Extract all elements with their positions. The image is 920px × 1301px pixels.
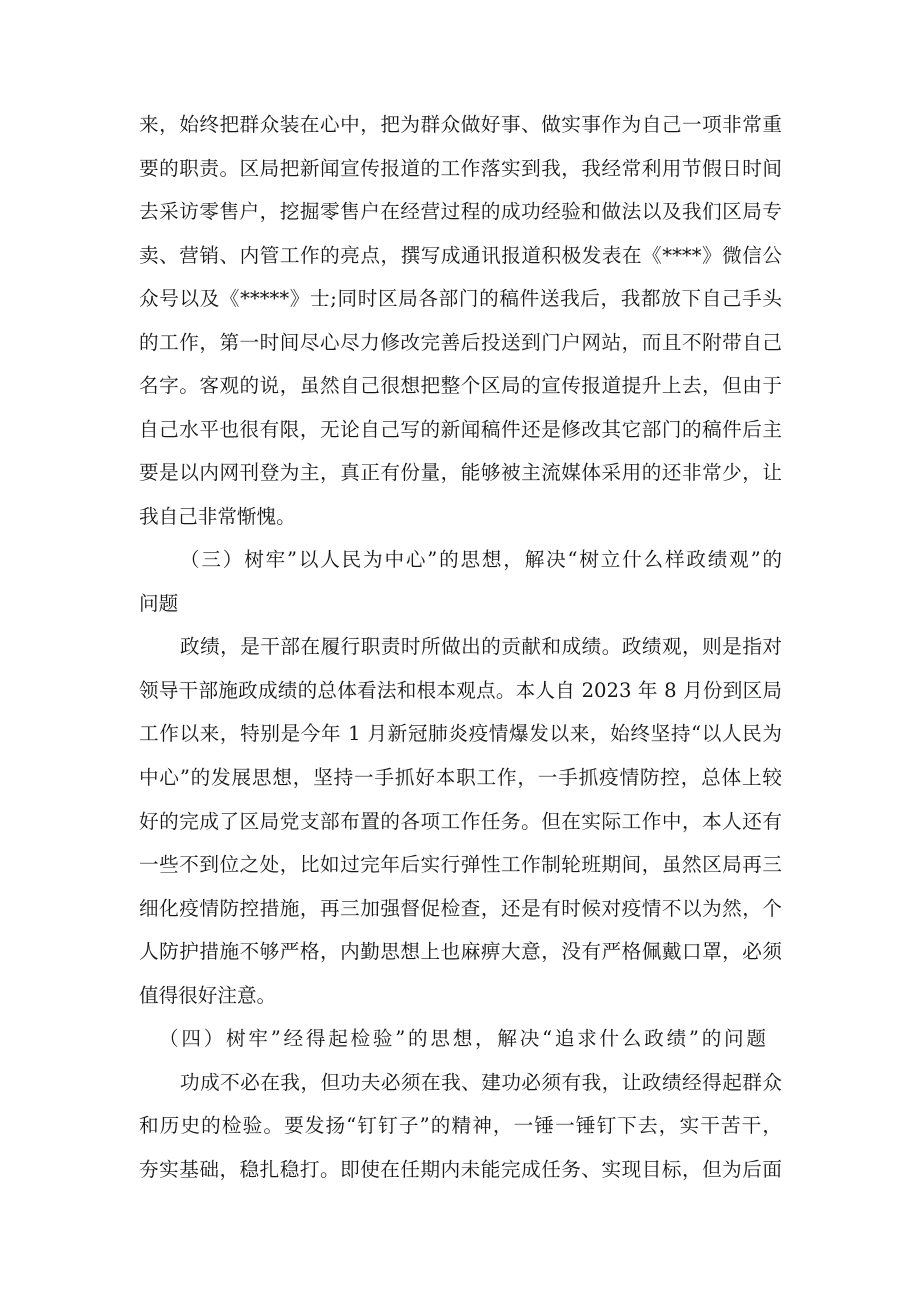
text-line: 众号以及《*****》士;同时区局各部门的稿件送我后，我都放下自己手头 — [139, 287, 782, 311]
text-line: 夯实基础，稳扎稳打。即使在任期内未能完成任务、实现目标，但为后面 — [139, 1157, 782, 1181]
text-line: 去采访零售户，挖掘零售户在经营过程的成功经验和做法以及我们区局专 — [139, 200, 782, 224]
text-line: 政绩，是干部在履行职责时所做出的贡献和成绩。政绩观，则是指对 — [180, 635, 782, 659]
text-line: 要的职责。区局把新闻宣传报道的工作落实到我，我经常利用节假日时间 — [139, 156, 782, 180]
text-line: 值得很好注意。 — [139, 983, 277, 1007]
text-line: 来，始终把群众装在心中，把为群众做好事、做实事作为自己一项非常重 — [139, 113, 782, 136]
text-line: 名字。客观的说，虽然自己很想把整个区局的宣传报道提升上去，但由于 — [139, 374, 782, 398]
paragraph — [139, 1061, 782, 1192]
text-line: 细化疫情防控措施，再三加强督促检查，还是有时候对疫情不以为然，个 — [139, 896, 782, 920]
text-line: 中心”的发展思想，坚持一手抓好本职工作，一手抓疫情防控，总体上较 — [139, 765, 782, 789]
text-line: 工作以来，特别是今年 1 月新冠肺炎疫情爆发以来，始终坚持“以人民为 — [139, 722, 782, 746]
text-line: 卖、营销、内管工作的亮点，撰写成通讯报道积极发表在《****》微信公 — [139, 243, 782, 267]
text-line: 好的完成了区局党支部布置的各项工作任务。但在实际工作中，本人还有 — [139, 809, 782, 833]
text-line: 人防护措施不够严格，内勤思想上也麻痹大意，没有严格佩戴口罩，必须 — [139, 940, 782, 964]
section-heading — [139, 538, 782, 625]
text-line: 一些不到位之处，比如过完年后实行弹性工作制轮班期间，虽然区局再三 — [139, 853, 782, 877]
text-line: 领导干部施政成绩的总体看法和根本观点。本人自 2023 年 8 月份到区局 — [139, 678, 782, 702]
heading-line: （四）树牢”经得起检验”的思想，解决“追求什么政绩”的问题 — [159, 1027, 766, 1051]
heading-line: 问题 — [139, 591, 179, 615]
text-line: 的工作，第一时间尽心尽力修改完善后投送到门户网站，而且不附带自己 — [139, 330, 782, 354]
text-line: 功成不必在我，但功夫必须在我、建功必须有我，让政绩经得起群众 — [180, 1070, 782, 1094]
paragraph — [139, 103, 782, 538]
text-line: 和历史的检验。要发扬“钉钉子”的精神，一锤一锤钉下去，实干苦干， — [139, 1114, 782, 1138]
text-line: 自己水平也很有限，无论自己写的新闻稿件还是修改其它部门的稿件后主 — [139, 417, 782, 441]
paragraph — [139, 625, 782, 1017]
document-body — [139, 103, 782, 1191]
text-line: 要是以内网刊登为主，真正有份量，能够被主流媒体采用的还非常少，让 — [139, 461, 782, 485]
section-heading — [139, 1017, 782, 1061]
heading-line: （三）树牢”以人民为中心”的思想，解决“树立什么样政绩观”的 — [180, 548, 782, 572]
text-line: 我自己非常惭愧。 — [139, 504, 296, 528]
